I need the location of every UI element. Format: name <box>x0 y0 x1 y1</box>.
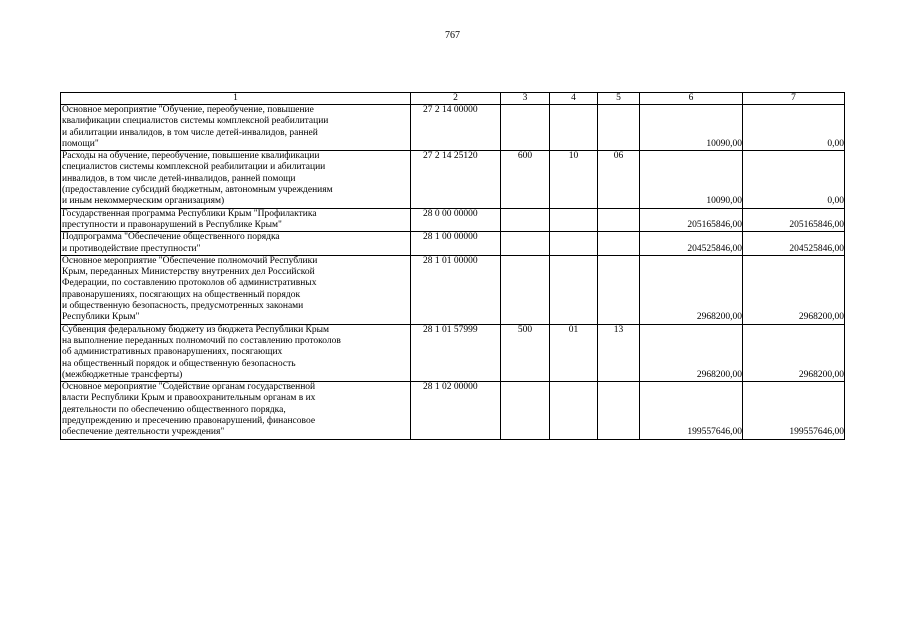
column-header: 5 <box>598 93 640 105</box>
row-col4: 10 <box>550 151 598 208</box>
table-row <box>61 324 845 381</box>
column-header: 7 <box>743 93 845 105</box>
row-code: 28 1 00 00000 <box>411 232 501 256</box>
row-amount-6: 10090,00 <box>640 151 743 208</box>
row-description: Подпрограмма "Обеспечение общественного порядка и противодействие преступности" <box>61 232 411 256</box>
row-code: 28 1 01 57999 <box>411 324 501 381</box>
column-header: 6 <box>640 93 743 105</box>
row-description: Основное мероприятие "Обучение, переобучение, повышение квалификации специалистов системы комплексной реабилитации и абилитации инвалидов, в том числе детей-инвалидов, ранней помощи" <box>61 105 411 151</box>
row-amount-6: 199557646,00 <box>640 382 743 439</box>
row-col5 <box>598 382 640 439</box>
row-col3 <box>501 105 550 151</box>
table-row <box>61 151 845 208</box>
row-amount-7: 2968200,00 <box>743 255 845 324</box>
row-amount-6: 2968200,00 <box>640 324 743 381</box>
row-col5: 13 <box>598 324 640 381</box>
row-col4 <box>550 255 598 324</box>
row-col5 <box>598 105 640 151</box>
column-header: 1 <box>61 93 411 105</box>
row-description: Основное мероприятие "Обеспечение полномочий Республики Крым, переданных Министерству внутренних дел Российской Федерации, по составлению протоколов об административных правонарушениях, посягающих на общественный порядок и общественную безопасность, предусмотренных законами Республики Крым" <box>61 255 411 324</box>
row-code: 27 2 14 25120 <box>411 151 501 208</box>
row-description: Субвенция федеральному бюджету из бюджета Республики Крым на выполнение переданных полномочий по составлению протоколов об административных правонарушениях, посягающих на общественный порядок и общественную безопасность (межбюджетные трансферты) <box>61 324 411 381</box>
row-amount-7: 204525846,00 <box>743 232 845 256</box>
table-row <box>61 255 845 324</box>
row-amount-6: 10090,00 <box>640 105 743 151</box>
table-row <box>61 208 845 232</box>
row-amount-6: 205165846,00 <box>640 208 743 232</box>
row-col3: 600 <box>501 151 550 208</box>
row-description: Расходы на обучение, переобучение, повышение квалификации специалистов системы комплексной реабилитации и абилитации инвалидов, в том числе детей-инвалидов, ранней помощи (предоставление субсидий бюджетным, автономным учреждениям и иным некоммерческим организациям) <box>61 151 411 208</box>
row-amount-6: 204525846,00 <box>640 232 743 256</box>
row-amount-7: 205165846,00 <box>743 208 845 232</box>
row-amount-6: 2968200,00 <box>640 255 743 324</box>
row-col4 <box>550 232 598 256</box>
table-row <box>61 232 845 256</box>
row-col4 <box>550 208 598 232</box>
row-col5 <box>598 255 640 324</box>
row-col4 <box>550 382 598 439</box>
row-amount-7: 0,00 <box>743 105 845 151</box>
row-col5: 06 <box>598 151 640 208</box>
row-code: 27 2 14 00000 <box>411 105 501 151</box>
row-amount-7: 0,00 <box>743 151 845 208</box>
table-row <box>61 105 845 151</box>
row-code: 28 1 02 00000 <box>411 382 501 439</box>
row-col4 <box>550 105 598 151</box>
table-header-row <box>61 93 845 105</box>
column-header: 3 <box>501 93 550 105</box>
table-row <box>61 382 845 439</box>
row-code: 28 0 00 00000 <box>411 208 501 232</box>
column-header: 2 <box>411 93 501 105</box>
row-col3 <box>501 208 550 232</box>
row-description: Основное мероприятие "Содействие органам государственной власти Республики Крым и правоохранительным органам в их деятельности по обеспечению общественного порядка, предупреждению и пресечению правонарушений, финансовое обеспечение деятельности учреждения" <box>61 382 411 439</box>
row-amount-7: 2968200,00 <box>743 324 845 381</box>
budget-table <box>60 92 845 440</box>
row-col5 <box>598 232 640 256</box>
column-header: 4 <box>550 93 598 105</box>
row-amount-7: 199557646,00 <box>743 382 845 439</box>
row-code: 28 1 01 00000 <box>411 255 501 324</box>
row-col3 <box>501 255 550 324</box>
row-description: Государственная программа Республики Крым "Профилактика преступности и правонарушений в Республике Крым" <box>61 208 411 232</box>
row-col4: 01 <box>550 324 598 381</box>
page-number: 767 <box>445 30 460 41</box>
row-col3: 500 <box>501 324 550 381</box>
row-col3 <box>501 232 550 256</box>
row-col5 <box>598 208 640 232</box>
row-col3 <box>501 382 550 439</box>
